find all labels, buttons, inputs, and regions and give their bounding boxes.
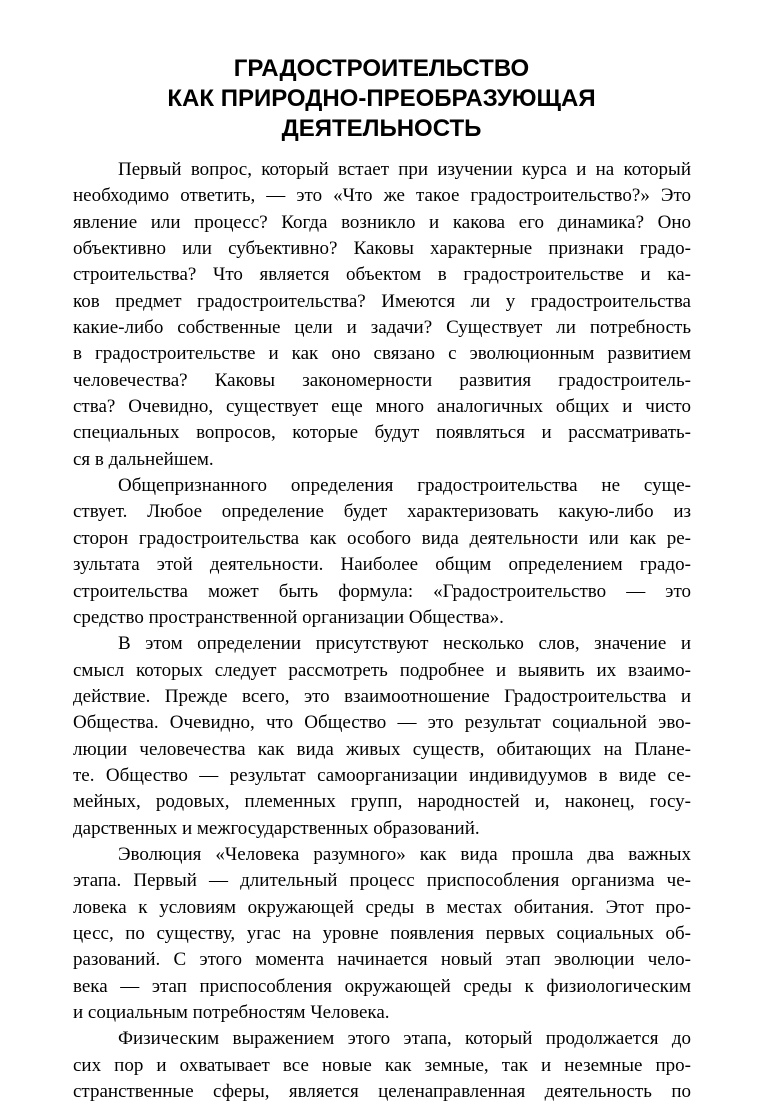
text-line: смысл которых следует рассмотреть подробнее и выявить их взаимо-: [73, 659, 691, 681]
chapter-title: [0, 54, 763, 144]
text-line: ства? Очевидно, существует еще много аналогичных общих и чисто: [73, 396, 691, 418]
paragraph: [73, 157, 691, 473]
text-line: Первый вопрос, который встает при изучении курса и на который: [118, 159, 691, 180]
text-line: странственные сферы, является целенаправленная деятельность по: [73, 1081, 691, 1103]
text-line: ловека к условиям окружающей среды в местах обитания. Этот про-: [73, 896, 691, 918]
text-line: дарственных и межгосударственных образований.: [73, 817, 480, 839]
text-line: Физическим выражением этого этапа, который продолжается до: [118, 1028, 691, 1050]
text-line: зультата этой деятельности. Наиболее общим определением градо-: [73, 554, 691, 576]
text-line: в градостроительстве и как оно связано с эволюционным развитием: [73, 343, 691, 365]
text-line: какие-либо собственные цели и задачи? Существует ли потребность: [73, 317, 691, 339]
text-line: те. Общество — результат самоорганизации индивидуумов в виде се-: [73, 764, 691, 786]
title-line: ГРАДОСТРОИТЕЛЬСТВО: [233, 55, 530, 82]
paragraph: [73, 631, 691, 842]
text-line: строительства может быть формула: «Градостроительство — это: [73, 580, 691, 602]
title-line: КАК ПРИРОДНО-ПРЕОБРАЗУЮЩАЯ: [167, 85, 596, 112]
text-line: явление или процесс? Когда возникло и какова его динамика? Оно: [73, 211, 691, 233]
text-line: человечества? Каковы закономерности развития градостроитель-: [73, 369, 691, 391]
text-line: мейных, родовых, племенных групп, народностей и, наконец, госу-: [73, 791, 691, 813]
paragraph: [73, 1026, 691, 1105]
text-line: и социальным потребностям Человека.: [73, 1002, 390, 1023]
text-line: цесс, по существу, угас на уровне появления первых социальных об-: [73, 922, 691, 944]
paragraph: [73, 842, 691, 1026]
body-text: [73, 157, 691, 1105]
text-line: разований. С этого момента начинается новый этап эволюции чело-: [73, 949, 691, 971]
text-line: века — этап приспособления окружающей среды к физиологическим: [73, 975, 691, 997]
paragraph: [73, 473, 691, 631]
text-line: строительства? Что является объектом в градостроительстве и ка-: [73, 264, 691, 286]
text-line: необходимо ответить, — это «Что же такое градостроительство?» Это: [73, 185, 691, 207]
text-line: специальных вопросов, которые будут появляться и рассматривать-: [73, 422, 691, 444]
text-line: сих пор и охватывает все новые как земные, так и неземные про-: [73, 1054, 691, 1076]
text-line: ков предмет градостроительства? Имеются ли у градостроительства: [73, 290, 691, 312]
text-line: объективно или субъективно? Каковы характерные признаки градо-: [73, 238, 691, 260]
text-line: Общепризнанного определения градостроительства не суще-: [118, 475, 691, 497]
text-line: В этом определении присутствуют несколько слов, значение и: [118, 633, 691, 655]
text-line: действие. Прежде всего, это взаимоотношение Градостроительства и: [73, 685, 691, 707]
text-line: этапа. Первый — длительный процесс приспособления организма че-: [73, 870, 691, 892]
text-line: средство пространственной организации Общества».: [73, 606, 504, 628]
text-line: ствует. Любое определение будет характеризовать какую-либо из: [73, 501, 691, 523]
text-line: Общества. Очевидно, что Общество — это результат социальной эво-: [73, 712, 691, 734]
text-line: сторон градостроительства как особого вида деятельности или как ре-: [73, 527, 691, 549]
title-line: ДЕЯТЕЛЬНОСТЬ: [281, 115, 482, 142]
text-line: ся в дальнейшем.: [73, 448, 214, 470]
text-line: Эволюция «Человека разумного» как вида прошла два важных: [118, 843, 691, 865]
text-line: люции человечества как вида живых существ, обитающих на Плане-: [73, 738, 691, 760]
